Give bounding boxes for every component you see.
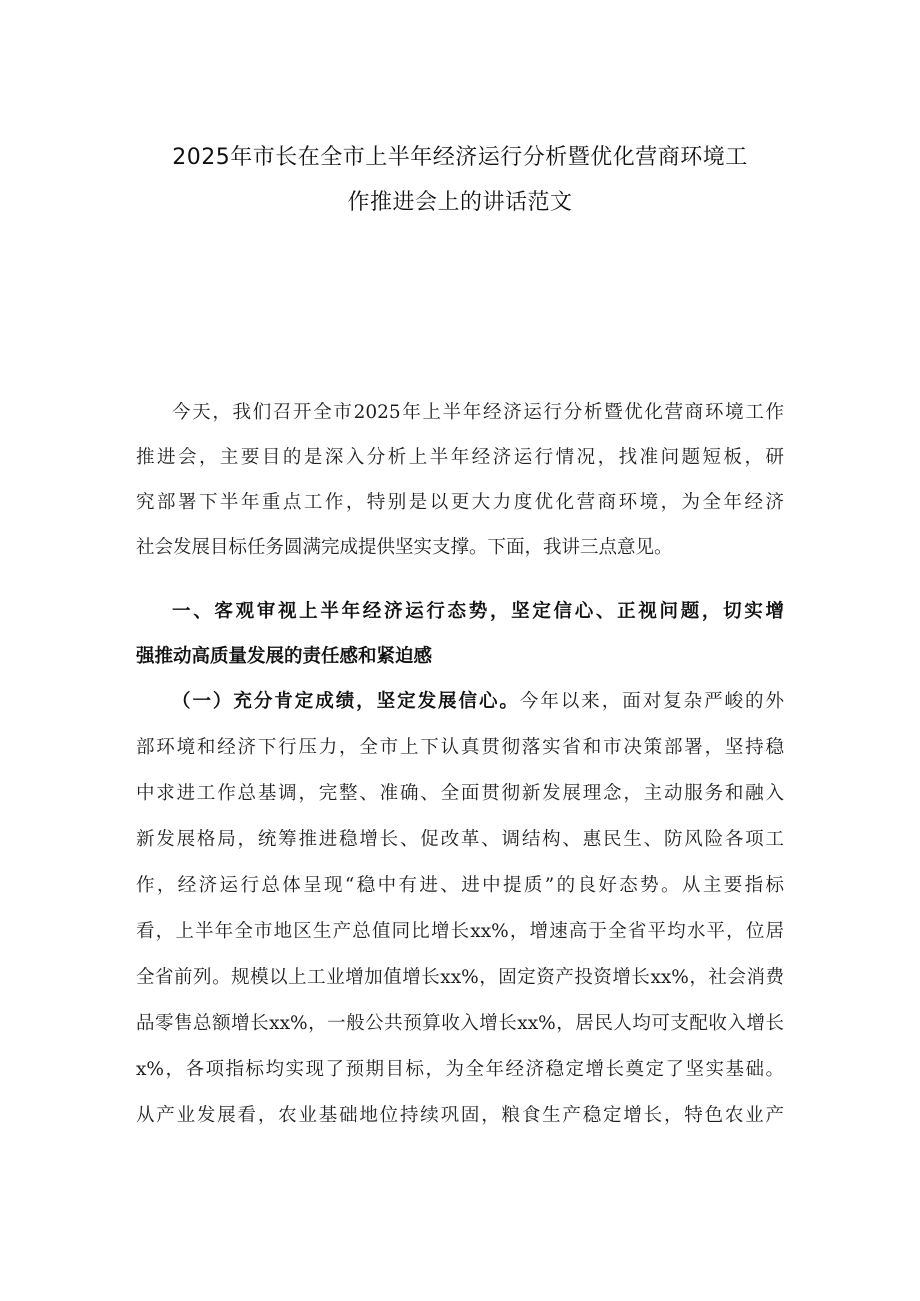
paragraph-line: 新发展格局，统筹推进稳增长、促改革、调结构、惠民生、防风险各项工 — [136, 829, 784, 850]
paragraph-line: x%，各项指标均实现了预期目标，为全年经济稳定增长奠定了坚实基础。 — [136, 1059, 784, 1080]
intro-line: 社会发展目标任务圆满完成提供坚实支撑。下面，我讲三点意见。 — [136, 537, 673, 558]
paragraph-line: 作，经济运行总体呈现“稳中有进、进中提质”的良好态势。从主要指标 — [136, 875, 784, 896]
subsection-first-line — [172, 686, 784, 718]
heading-line: 强推动高质量发展的责任感和紧迫感 — [136, 646, 433, 667]
intro-line: 究部署下半年重点工作，特别是以更大力度优化营商环境，为全年经济 — [136, 492, 784, 513]
intro-line: 今天，我们召开全市2025年上半年经济运行分析暨优化营商环境工作 — [172, 402, 784, 423]
paragraph-line: 从产业发展看，农业基础地位持续巩固，粮食生产稳定增长，特色农业产 — [136, 1105, 784, 1126]
paragraph-line: 中求进工作总基调，完整、准确、全面贯彻新发展理念，主动服务和融入 — [136, 783, 784, 804]
paragraph-line: 全省前列。规模以上工业增加值增长xx%，固定资产投资增长xx%，社会消费 — [136, 967, 784, 988]
paragraph-line: 看，上半年全市地区生产总值同比增长xx%，增速高于全省平均水平，位居 — [136, 921, 784, 942]
paragraph-line: 品零售总额增长xx%，一般公共预算收入增长xx%，居民人均可支配收入增长 — [136, 1013, 784, 1034]
document-title-line-1: 2025年市长在全市上半年经济运行分析暨优化营商环境工 — [172, 145, 748, 170]
subsection-heading: （一）充分肯定成绩，坚定发展信心。 — [172, 691, 520, 712]
document-title-line-2: 作推进会上的讲话范文 — [347, 190, 573, 215]
intro-line: 推进会，主要目的是深入分析上半年经济运行情况，找准问题短板，研 — [136, 447, 784, 468]
subsection-text-start: 今年以来，面对复杂严峻的外 — [519, 691, 784, 712]
paragraph-line: 部环境和经济下行压力，全市上下认真贯彻落实省和市决策部署，坚持稳 — [136, 737, 784, 758]
heading-line: 一、客观审视上半年经济运行态势，坚定信心、正视问题，切实增 — [172, 601, 784, 622]
